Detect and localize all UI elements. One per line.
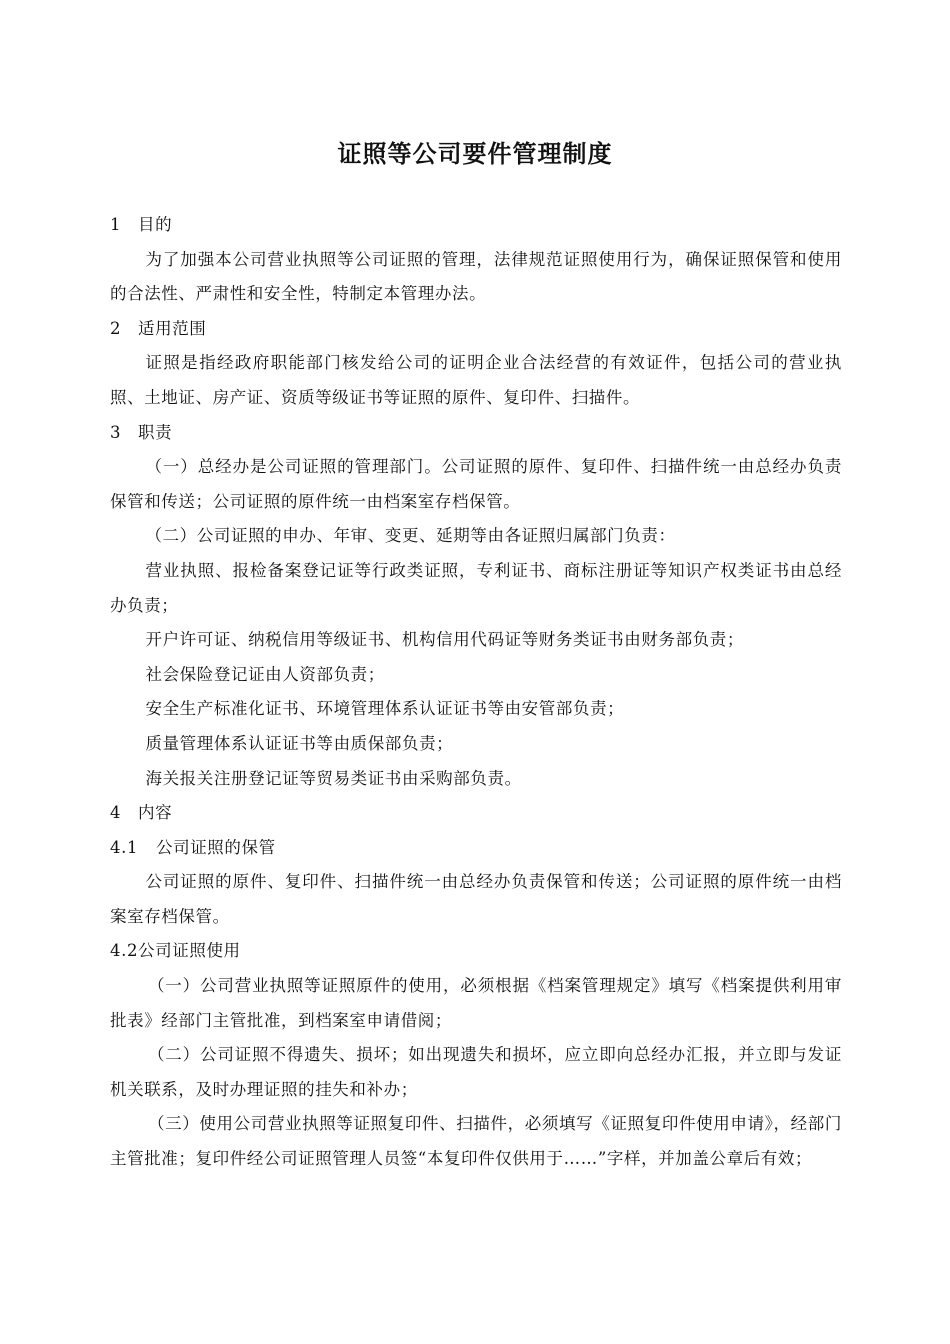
section-heading-3 (110, 416, 842, 451)
paragraph: 质量管理体系认证证书等由质保部负责； (145, 733, 454, 753)
paragraph: 公司证照的原件、复印件、扫描件统一由总经办负责保管和传送；公司证照的原件统一由档案室存档保管。 (110, 872, 842, 926)
section-number: 1 (110, 215, 122, 234)
paragraph: 海关报关注册登记证等贸易类证书由采购部负责。 (145, 768, 522, 788)
paragraph: （三）使用公司营业执照等证照复印件、扫描件，必须填写《证照复印件使用申请》，经部门主管批准；复印件经公司证照管理人员签“本复印件仅供用于……”字样，并加盖公章后有效； (110, 1114, 842, 1169)
paragraph: 社会保险登记证由人资部负责； (145, 664, 385, 684)
subsection-title: 公司证照使用 (138, 941, 241, 961)
section-number: 2 (110, 318, 122, 338)
paragraph: 开户许可证、纳税信用等级证书、机构信用代码证等财务类证书由财务部负责； (145, 630, 744, 650)
section-number: 3 (110, 422, 122, 442)
subsection-number: 4.2 (110, 941, 139, 961)
section-heading-2 (110, 312, 842, 347)
subsection-heading-4-2 (110, 934, 842, 969)
paragraph: 安全生产标准化证书、环境管理体系认证证书等由安管部负责； (145, 699, 625, 719)
document-body (110, 208, 842, 1177)
subsection-title: 公司证照的保管 (156, 837, 276, 857)
section-title: 内容 (138, 803, 173, 823)
paragraph: （二）公司证照不得遗失、损坏；如出现遗失和损坏，应立即向总经办汇报，并立即与发证机关联系，及时办理证照的挂失和补办； (110, 1045, 842, 1099)
section-heading-4 (110, 796, 842, 831)
document-title: 证照等公司要件管理制度 (337, 140, 613, 168)
subsection-heading-4-1 (110, 831, 842, 866)
paragraph: 证照是指经政府职能部门核发给公司的证明企业合法经营的有效证件，包括公司的营业执照、土地证、房产证、资质等级证书等证照的原件、复印件、扫描件。 (110, 353, 842, 407)
paragraph: 为了加强本公司营业执照等公司证照的管理，法律规范证照使用行为，确保证照保管和使用的合法性、严肃性和安全性，特制定本管理办法。 (110, 249, 842, 304)
section-title: 职责 (138, 422, 173, 442)
paragraph: （二）公司证照的申办、年审、变更、延期等由各证照归属部门负责： (145, 526, 676, 546)
section-number: 4 (110, 803, 122, 823)
paragraph: （一）公司营业执照等证照原件的使用，必须根据《档案管理规定》填写《档案提供利用审批表》经部门主管批准，到档案室申请借阅； (110, 976, 842, 1030)
subsection-number: 4.1 (110, 837, 139, 857)
section-title: 适用范围 (138, 318, 207, 338)
section-heading-1 (110, 208, 842, 243)
paragraph: （一）总经办是公司证照的管理部门。公司证照的原件、复印件、扫描件统一由总经办负责保管和传送；公司证照的原件统一由档案室存档保管。 (110, 457, 842, 511)
section-title: 目的 (138, 215, 173, 234)
paragraph: 营业执照、报检备案登记证等行政类证照，专利证书、商标注册证等知识产权类证书由总经办负责； (110, 560, 842, 615)
